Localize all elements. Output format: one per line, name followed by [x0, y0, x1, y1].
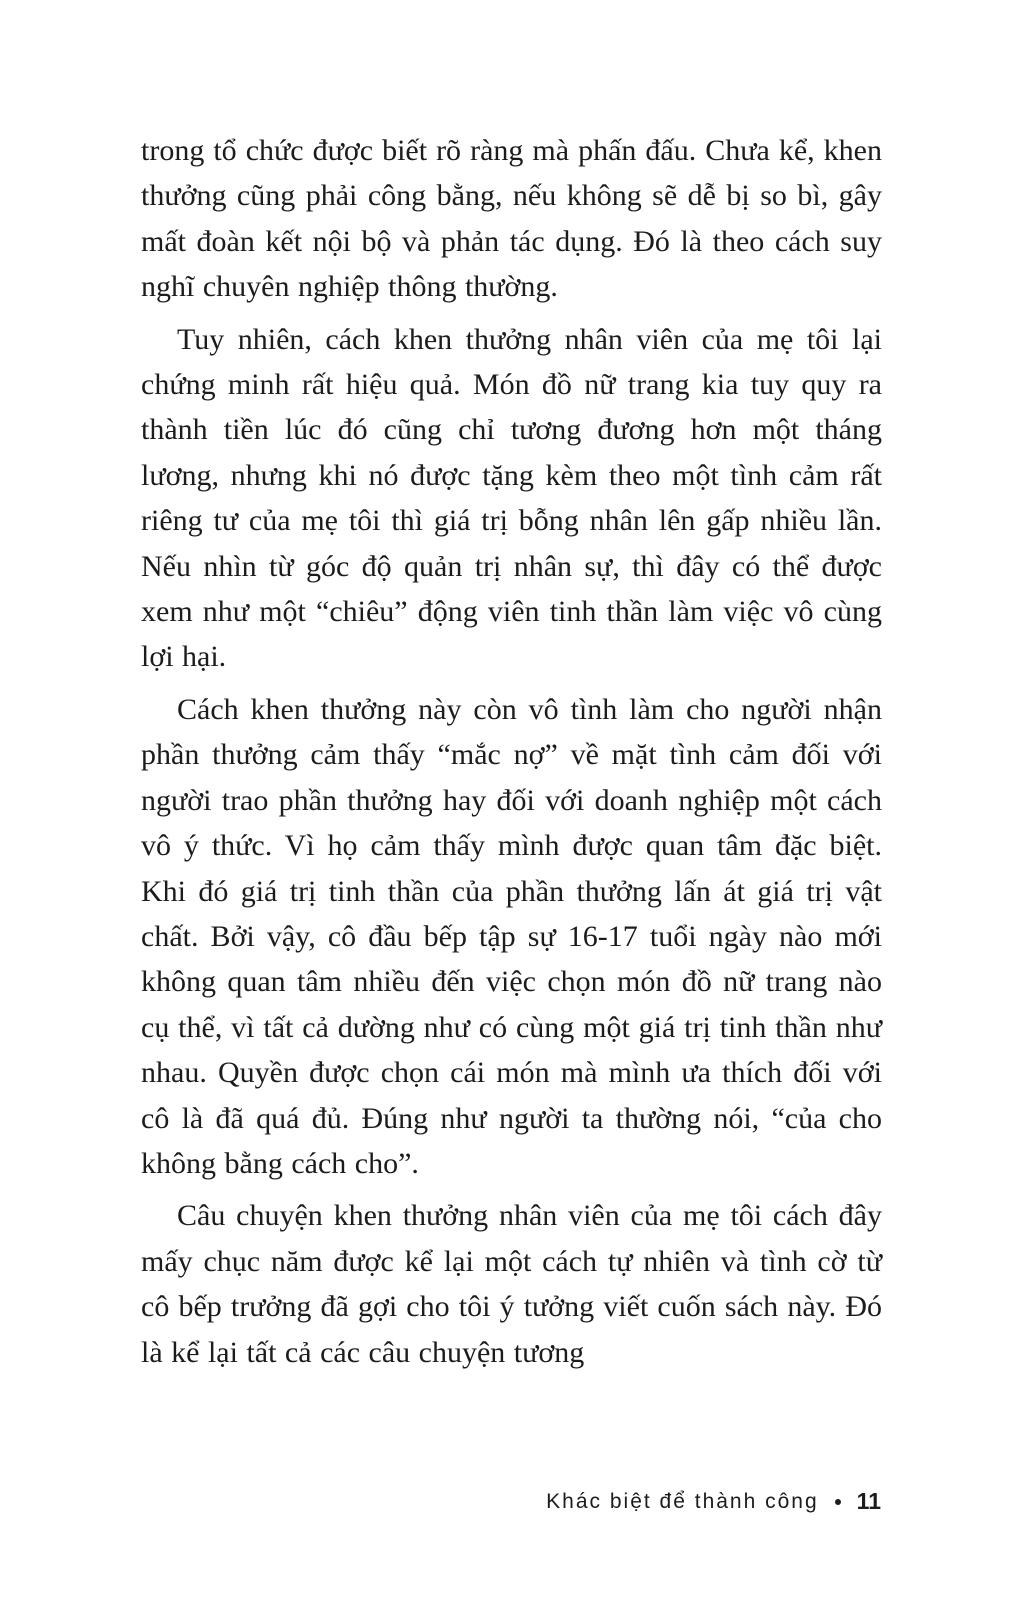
running-title: Khác biệt để thành công — [546, 1489, 819, 1513]
bullet-separator-icon — [835, 1499, 841, 1505]
body-text — [141, 128, 882, 1382]
paragraph-book-origin: Câu chuyện khen thưởng nhân viên của mẹ tôi cách đây mấy chục năm được kể lại một cách tự nhiên và tình cờ từ cô bếp trưởng đã gợi cho tôi ý tưởng viết cuốn sách này. Đó là kể lại tất cả các câu chuyện tương — [141, 1199, 882, 1369]
paragraph-reward-effectiveness: Tuy nhiên, cách khen thưởng nhân viên của mẹ tôi lại chứng minh rất hiệu quả. Món đồ nữ trang kia tuy quy ra thành tiền lúc đó cũng chỉ tương đương hơn một tháng lương, nhưng khi nó được tặng kèm theo một tình cảm rất riêng tư của mẹ tôi thì giá trị bỗng nhân lên gấp nhiều lần. Nếu nhìn từ góc độ quản trị nhân sự, thì đây có thể được xem như một “chiêu” động viên tinh thần làm việc vô cùng lợi hại. — [141, 322, 882, 674]
paragraph-emotional-debt: Cách khen thưởng này còn vô tình làm cho người nhận phần thưởng cảm thấy “mắc nợ” về mặt tình cảm đối với người trao phần thưởng hay đối với doanh nghiệp một cách vô ý thức. Vì họ cảm thấy mình được quan tâm đặc biệt. Khi đó giá trị tinh thần của phần thưởng lấn át giá trị vật chất. Bởi vậy, cô đầu bếp tập sự 16-17 tuổi ngày nào mới không quan tâm nhiều đến việc chọn món đồ nữ trang nào cụ thể, vì tất cả dường như có cùng một giá trị tinh thần như nhau. Quyền được chọn cái món mà mình ưa thích đối với cô là đã quá đủ. Đúng như người ta thường nói, “của cho không bằng cách cho”. — [141, 692, 882, 1180]
page-number: 11 — [856, 1488, 881, 1514]
page-footer — [546, 1488, 881, 1515]
paragraph-continuation: trong tổ chức được biết rõ ràng mà phấn đấu. Chưa kể, khen thưởng cũng phải công bằng, nếu không sẽ dễ bị so bì, gây mất đoàn kết nội bộ và phản tác dụng. Đó là theo cách suy nghĩ chuyên nghiệp thông thường. — [141, 134, 882, 304]
